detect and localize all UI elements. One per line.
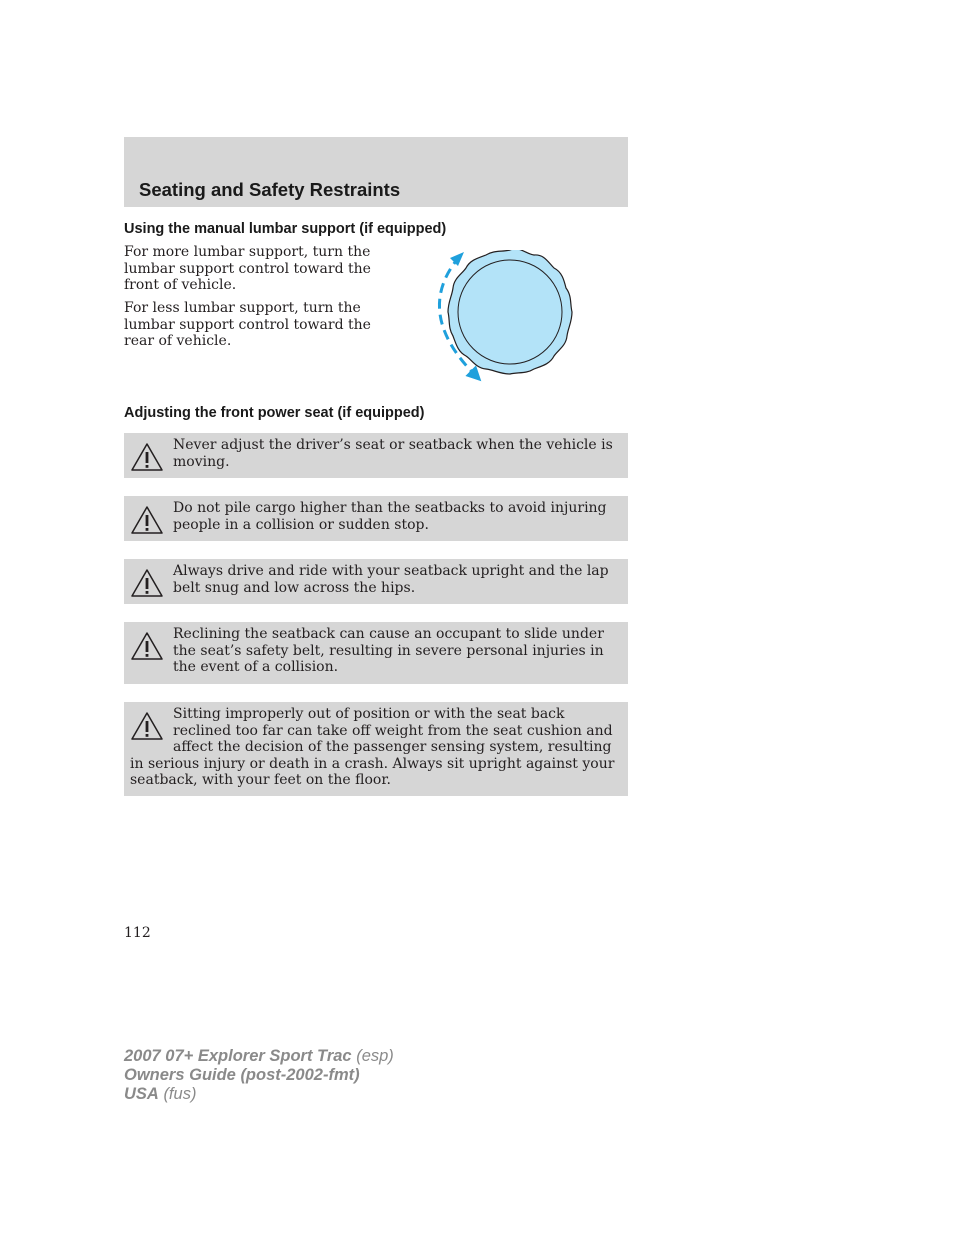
warning-triangle-icon (130, 568, 164, 598)
warning-text: Never adjust the driver’s seat or seatback when the vehicle is moving. (173, 437, 613, 470)
document-footer (124, 1047, 394, 1104)
warning-text: Sitting improperly out of position or with the seat back reclined too far can take off weight from the seat cushion and affect the decision of the passenger sensing system, resulting in serious injury or death in a crash. Always sit upright against your seatback, with your feet on the floor. (130, 706, 615, 788)
warning-box (124, 433, 628, 478)
page-number: 112 (124, 925, 151, 941)
warning-text: Always drive and ride with your seatback upright and the lap belt snug and low across the hips. (173, 563, 609, 596)
section-title: Seating and Safety Restraints (139, 179, 401, 200)
warning-text: Reclining the seatback can cause an occupant to slide under the seat’s safety belt, resulting in severe personal injuries in the event of a collision. (173, 626, 604, 675)
footer-line-1: 2007 07+ Explorer Sport Trac (esp) (124, 1047, 394, 1065)
warning-box (124, 559, 628, 604)
lumbar-more-paragraph: For more lumbar support, turn the lumbar support control toward the front of vehicle. (124, 244, 371, 293)
footer-line-3: USA (fus) (124, 1085, 197, 1103)
footer-line-2: Owners Guide (post-2002-fmt) (124, 1066, 360, 1084)
section-header-band (124, 137, 628, 207)
lumbar-heading: Using the manual lumbar support (if equipped) (124, 221, 447, 237)
warning-box (124, 496, 628, 541)
warning-triangle-icon (130, 711, 164, 741)
warning-text: Do not pile cargo higher than the seatbacks to avoid injuring people in a collision or sudden stop. (173, 500, 607, 533)
warning-box (124, 622, 628, 684)
warning-triangle-icon (130, 442, 164, 472)
warning-box (124, 702, 628, 796)
lumbar-knob-icon (420, 250, 580, 385)
power-seat-heading: Adjusting the front power seat (if equipped) (124, 405, 425, 421)
lumbar-less-paragraph: For less lumbar support, turn the lumbar support control toward the rear of vehicle. (124, 300, 371, 349)
warning-triangle-icon (130, 631, 164, 661)
warning-triangle-icon (130, 505, 164, 535)
